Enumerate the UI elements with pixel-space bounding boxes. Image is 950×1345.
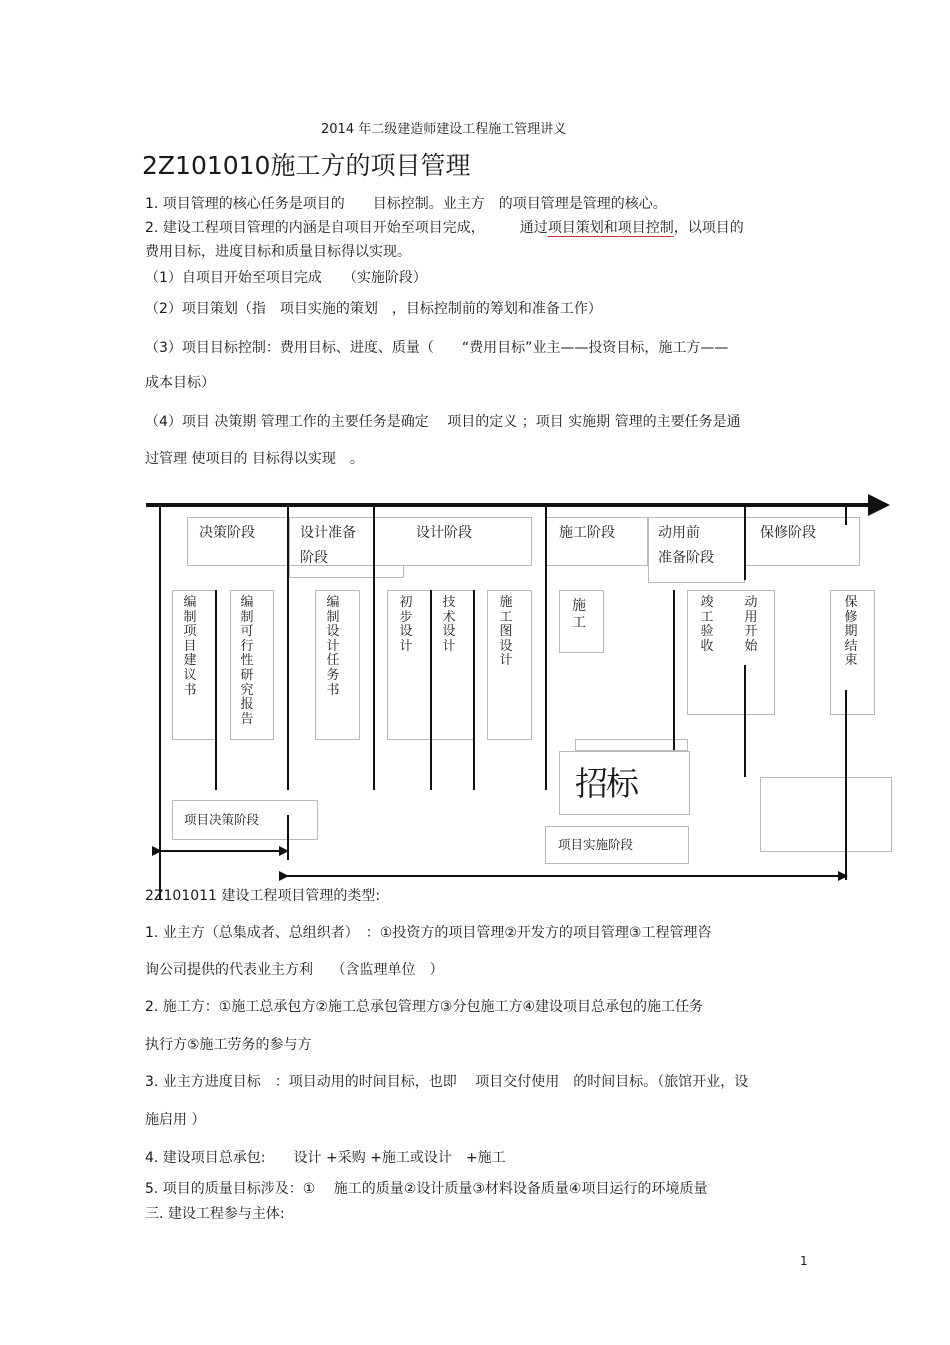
separator-line <box>430 590 432 790</box>
task-label-preliminary-design: 初步设计 <box>399 595 413 654</box>
paragraph-6-line-2: 过管理 使项目的 目标得以实现 。 <box>145 451 364 467</box>
phase-label-design: 设计阶段 <box>416 525 472 541</box>
paragraph-2-tail: ，以项目的 <box>673 220 744 236</box>
schedule-target-line-1: 3. 业主方进度目标 ：项目动用的时间目标，也即 项目交付使用 的时间目标。（旅馆开业，设 <box>145 1074 749 1090</box>
contractor-line-1: 2. 施工方：①施工总承包方②施工总承包管理方③分包施工方④建设项目总承包的施工任务 <box>145 999 704 1015</box>
task-label-design-brief: 编制设计任务书 <box>326 595 340 698</box>
separator-line <box>845 505 847 525</box>
quality-target-line: 5. 项目的质量目标涉及：① 施工的质量②设计质量③材料设备质量④项目运行的环境质量 <box>145 1181 708 1197</box>
paragraph-2-text: 2. 建设工程项目管理的内涵是自项目开始至项目完成， 通过 <box>145 220 548 236</box>
separator-line <box>673 590 675 750</box>
phase-label-decision: 决策阶段 <box>199 525 255 541</box>
task-label-proposal: 编制项目建议书 <box>183 595 197 698</box>
general-contract-line: 4. 建设项目总承包: 设计 +采购 +施工或设计 +施工 <box>145 1150 506 1166</box>
task-label-construction-drawings: 施工图设计 <box>499 595 513 669</box>
implementation-stage-label: 项目实施阶段 <box>558 837 634 852</box>
paragraph-5-line-2: 成本目标） <box>145 375 215 391</box>
timeline-arrow-head <box>868 494 890 516</box>
phase-label-pre-use-1: 动用前 <box>658 525 700 541</box>
separator-line <box>744 665 746 777</box>
decision-stage-label: 项目决策阶段 <box>184 812 260 827</box>
separator-line <box>287 505 289 790</box>
phase-label-design-prep-2: 阶段 <box>300 550 328 566</box>
phase-label-warranty: 保修阶段 <box>760 525 816 541</box>
subsection-title: 2Z101011 建设工程项目管理的类型: <box>145 888 381 904</box>
paragraph-3: （1）自项目开始至项目完成 （实施阶段） <box>145 270 427 286</box>
page-number: 1 <box>800 1254 808 1268</box>
section-title: 2Z101010施工方的项目管理 <box>142 151 471 180</box>
participants-heading: 三. 建设工程参与主体: <box>145 1206 285 1222</box>
paragraph-6-line-1: （4）项目 决策期 管理工作的主要任务是确定 项目的定义 ；项目 实施期 管理的主要任务是通 <box>145 414 741 430</box>
empty-box <box>760 777 892 852</box>
task-label-construction: 施工 <box>572 598 586 631</box>
bidding-box-top <box>575 739 688 751</box>
task-label-completion-acceptance: 竣工验收 <box>700 595 714 654</box>
paragraph-4: （2）项目策划（指 项目实施的策划 ，目标控制前的筹划和准备工作） <box>145 301 602 317</box>
separator-line <box>744 505 746 580</box>
task-label-technical-design: 技术设计 <box>442 595 456 654</box>
paragraph-5-line-1: （3）项目目标控制：费用目标、进度、质量（ “费用目标”业主——投资目标，施工方—— <box>145 340 729 356</box>
task-label-warranty-end: 保修期结束 <box>844 595 858 669</box>
separator-line <box>545 505 547 790</box>
owner-party-line-2: 询公司提供的代表业主方利 （含监理单位 ） <box>145 962 444 978</box>
phase-label-design-prep-1: 设计准备 <box>300 525 356 541</box>
separator-line <box>215 590 217 790</box>
paragraph-2-line-2: 费用目标，进度目标和质量目标得以实现。 <box>145 244 411 260</box>
separator-line <box>373 505 375 790</box>
document-header: 2014 年二级建造师建设工程施工管理讲义 <box>321 122 567 137</box>
phase-label-pre-use-2: 准备阶段 <box>658 550 714 566</box>
paragraph-1: 1. 项目管理的核心任务是项目的 目标控制。业主方 的项目管理是管理的核心。 <box>145 196 667 212</box>
separator-line <box>287 815 289 860</box>
phase-label-construction: 施工阶段 <box>559 525 615 541</box>
bidding-label: 招标 <box>575 764 637 803</box>
separator-line <box>845 690 847 880</box>
underlined-phrase: 项目策划和项目控制 <box>547 220 674 236</box>
contractor-line-2: 执行方⑤施工劳务的参与方 <box>145 1037 312 1053</box>
separator-line <box>473 590 475 790</box>
task-label-use-begins: 动用开始 <box>744 595 758 654</box>
task-label-feasibility: 编制可行性研究报告 <box>240 595 254 727</box>
schedule-target-line-2: 施启用 ） <box>145 1112 206 1128</box>
owner-party-line-1: 1. 业主方（总集成者、总组织者） ：①投资方的项目管理②开发方的项目管理③工程管理咨 <box>145 925 712 941</box>
